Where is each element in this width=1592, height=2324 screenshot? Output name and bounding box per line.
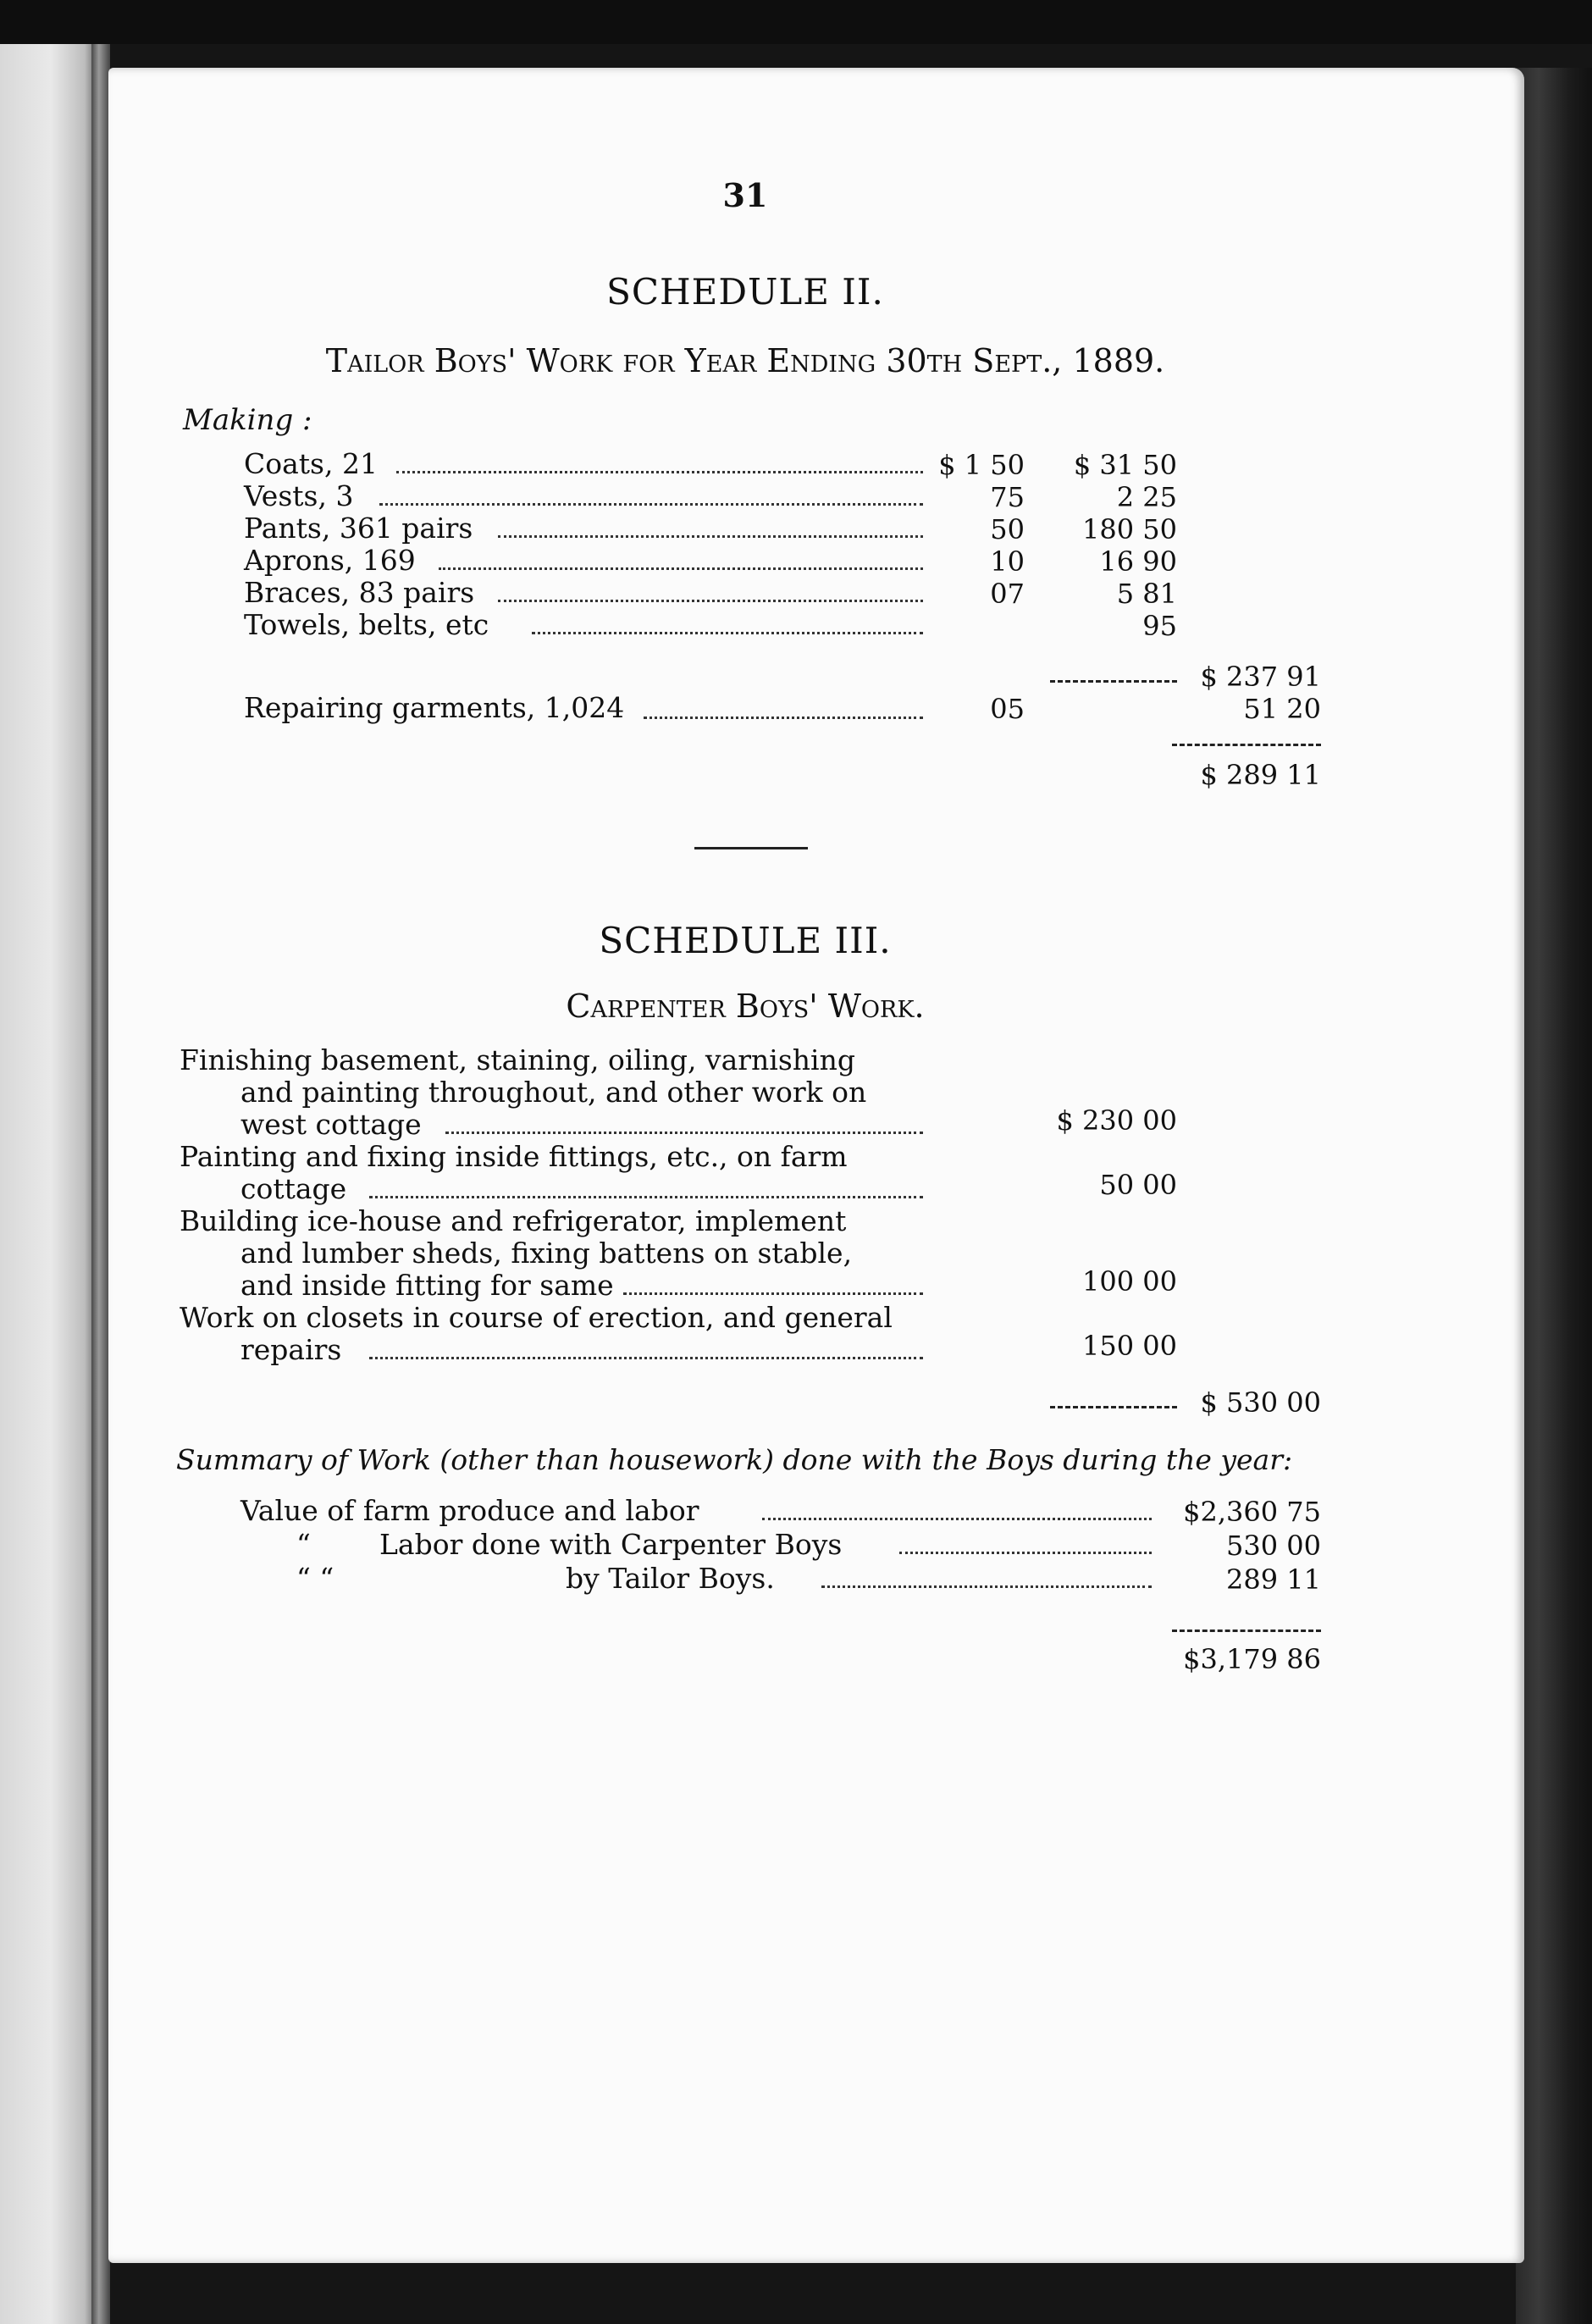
leader-dots: [498, 600, 923, 602]
leader-dots: [379, 503, 923, 506]
item-label: Aprons, 169: [244, 544, 416, 577]
leader-dots: [445, 1132, 923, 1134]
item-amount: $ 31 50: [1073, 449, 1177, 481]
book-gutter: [91, 44, 110, 2324]
item-rate: 07: [990, 578, 1025, 610]
summary-total: $3,179 86: [1183, 1643, 1321, 1675]
item-label: Pants, 361 pairs: [244, 512, 473, 545]
making-label: Making :: [183, 403, 312, 437]
summary-amount: 530 00: [1226, 1530, 1321, 1562]
item-amount: 2 25: [1116, 481, 1177, 513]
schedule-ii-title: SCHEDULE II.: [606, 271, 884, 313]
summary-heading: Summary of Work (other than housework) done with the Boys during the year:: [176, 1443, 1293, 1476]
entry-amount: $ 230 00: [1056, 1104, 1177, 1137]
summary-label: by Tailor Boys.: [566, 1562, 775, 1595]
leader-dots: [644, 717, 923, 719]
entry-amount: 100 00: [1082, 1265, 1177, 1298]
entry-line: Painting and fixing inside fittings, etc., on farm: [180, 1140, 848, 1173]
entry-line: west cottage: [240, 1108, 422, 1141]
summary-label: Value of farm produce and labor: [240, 1494, 699, 1527]
entry-line: and painting throughout, and other work on: [240, 1076, 867, 1109]
ditto-mark: “: [296, 1528, 311, 1561]
total-rule: [1172, 744, 1321, 746]
facing-page-edge: [0, 44, 100, 2324]
leader-dots: [498, 535, 923, 538]
leader-dots: [439, 567, 923, 570]
entry-line: repairs: [240, 1333, 342, 1366]
leader-dots: [623, 1292, 923, 1295]
schedule-ii-subtitle: Tailor Boys' Work for Year Ending 30th Sept., 1889.: [325, 342, 1165, 379]
subtotal-dash-rule: [1050, 680, 1177, 683]
leader-dots: [899, 1552, 1152, 1554]
item-amount: 180 50: [1082, 513, 1177, 545]
entry-amount: 150 00: [1082, 1330, 1177, 1362]
schedule-iii-total: $ 530 00: [1200, 1386, 1321, 1419]
entry-line: cottage: [240, 1172, 347, 1205]
leader-dots: [369, 1357, 923, 1359]
summary-total-rule: [1172, 1630, 1321, 1632]
leader-dots: [762, 1518, 1152, 1520]
item-rate: 10: [990, 545, 1025, 578]
book-binding-edge: [1516, 68, 1592, 2324]
schedule-iii-dash-rule: [1050, 1406, 1177, 1408]
summary-label: Labor done with Carpenter Boys: [379, 1528, 843, 1561]
leader-dots: [369, 1196, 923, 1198]
item-label: Vests, 3: [244, 479, 354, 512]
schedule-ii-total: $ 289 11: [1200, 759, 1321, 791]
item-rate: $ 1 50: [938, 449, 1025, 481]
item-rate: 50: [990, 513, 1025, 545]
repairing-rate: 05: [990, 693, 1025, 725]
page-number: 31: [722, 176, 768, 214]
entry-line: Finishing basement, staining, oiling, varnishing: [180, 1043, 855, 1076]
entry-line: and lumber sheds, fixing battens on stable,: [240, 1237, 853, 1270]
item-amount: 16 90: [1099, 545, 1177, 578]
repairing-label: Repairing garments, 1,024: [244, 691, 625, 724]
summary-amount: $2,360 75: [1183, 1496, 1321, 1528]
scan-top-border: [0, 0, 1592, 44]
schedule-iii-title: SCHEDULE III.: [599, 920, 892, 961]
entry-line: Work on closets in course of erection, and general: [180, 1301, 893, 1334]
schedule-ii-subtotal: $ 237 91: [1200, 661, 1321, 693]
item-amount: 5 81: [1116, 578, 1177, 610]
item-label: Braces, 83 pairs: [244, 576, 475, 609]
schedule-iii-subtitle: Carpenter Boys' Work.: [566, 988, 925, 1025]
leader-dots: [396, 471, 923, 473]
ditto-mark: “ “: [296, 1562, 334, 1595]
section-divider: [694, 847, 808, 849]
repairing-amount: 51 20: [1243, 693, 1321, 725]
entry-line: Building ice-house and refrigerator, implement: [180, 1204, 847, 1237]
leader-dots: [821, 1585, 1152, 1588]
item-label: Coats, 21: [244, 447, 378, 480]
entry-line: and inside fitting for same: [240, 1269, 614, 1302]
item-amount: 95: [1142, 610, 1177, 642]
summary-amount: 289 11: [1226, 1563, 1321, 1596]
item-label: Towels, belts, etc: [244, 608, 489, 641]
entry-amount: 50 00: [1099, 1169, 1177, 1201]
leader-dots: [532, 632, 923, 634]
item-rate: 75: [990, 481, 1025, 513]
